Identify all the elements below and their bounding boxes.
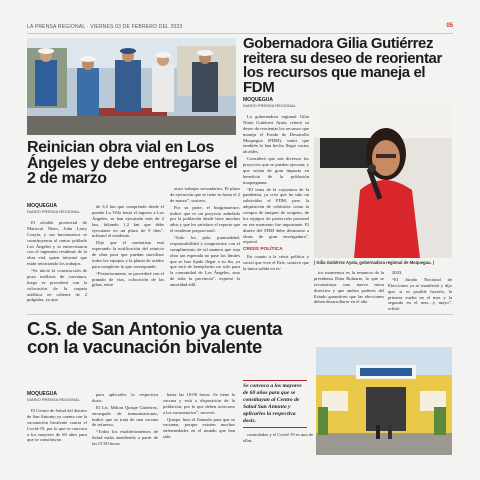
story1-byline-source: DIARIO PRENSA REGIONAL: [27, 208, 80, 214]
governor-photo: [314, 98, 452, 258]
header-dateline: LA PRENSA REGIONAL · VIERNES 03 DE FEBRERO DEL 2023: [27, 24, 183, 30]
story3-column-1: [27, 408, 87, 458]
story1-headline: Reinician obra vial en Los Ángeles y debe entregarse el 2 de marzo: [27, 139, 238, 188]
paragraph: 2023.: [392, 270, 403, 275]
paragraph: La gobernadora regional Gilia Ninfa Gutiérrez Ayala, reiteró su deseo de reorientar los recursos que maneja el Fondo de Desarrollo Moquegua (FDM), sentir que también lo han hecho llegar varios alcaldes.: [243, 114, 309, 155]
paragraph: otros trabajos secundarios. El plazo de ejecución que se tiene es hasta el 2 de marzo”, sostuvo.: [170, 186, 240, 203]
story1-byline: [27, 204, 87, 214]
story3-byline-place: MOQUEGUA: [27, 391, 57, 397]
quote-text: Se convoca a los mayores de 60 años para que se constituyan al Centro de Salud San Antonio y aplicarles la respectiva dosis.: [243, 383, 302, 424]
paragraph: controladas y el Covid-19 es una de ellas.: [243, 432, 313, 443]
story2-column-3: [388, 270, 452, 312]
story2-byline-place: MOQUEGUA: [243, 97, 273, 103]
paragraph: tos momentos es la renuncia de la presidenta Dina Boluarte, lo que se reconstituya una nueva mesa directiva y que ambos poderes del Estado garanticen que las elecciones deben desarrollarse en el año: [314, 270, 384, 305]
story1-column-1: [27, 220, 87, 310]
paragraph: En cuanto a la crisis política y social que vive el País, sostuvo que la única salida en es-: [243, 254, 309, 272]
story2-column-1: [243, 114, 309, 310]
story3-byline: [27, 392, 87, 402]
story1-byline-place: MOQUEGUA: [27, 203, 57, 209]
paragraph: “El tema de la coyuntura de la pandemia, ya creo que ha sido un salvavidas el FDM, pero la adquisición de vehículos como la compra de tanques de oxigeno, de los equipos de protección personal en ese momento fue importante. El dinero del FDM debe destinarse a obras de gran envergadura”, expresó.: [243, 186, 309, 245]
paragraph: de 3,5 km que comprende desde el puente La Villa hasta el ingreso a Los Ángeles, se han ejecutado más de 2 km, faltando 1,2 km que debe ejecutarse en un plazo de 9 días”, informó el residente.: [92, 204, 164, 239]
paragraph: “Solo les pido puntualidad, responsabilidad y compromiso con el cumplimiento de tal manera que esta obra tan esperada no pase los límites que se han fijado llegar a su fin, ya que será de beneplacito no solo para la comunidad de Los Ángeles, sino de toda la provincia”, expresó la autoridad edil.: [170, 235, 240, 287]
paragraph: Quispe, hizo el llamado para que se vacunen, porque existen muchos enfermedades en el mundo que han sido: [163, 416, 235, 440]
quote-rule: [243, 427, 307, 428]
page-number: 05: [446, 23, 453, 29]
story2-subhead: CRISIS POLÍTICA: [243, 247, 283, 253]
paragraph: Dijo que el contratista está esperando la notificación del reinicio de obra para que puedan movilizar todos los equipos y la planta de asfalto para completar lo que corresponde.: [92, 240, 164, 269]
paragraph: El alcalde provincial de Mariscal Nieto, John Larry Coayla, y sus funcionarios se constituyeron al centro poblado Los Ángeles y se entrevistaron con el ingeniero residente de la obra vial, quien informó que están reiniciando los trabajos.: [27, 220, 87, 267]
story3-byline-source: DIARIO PRENSA REGIONAL: [27, 396, 80, 402]
paragraph: “El Jurado Nacional de Elecciones ya se manifestó y dijo que, si es posible hacerlo, la primera vuelta en el mes y la segunda en el mes…y mayo”, refirió.: [388, 276, 452, 312]
story3-column-3: [163, 392, 235, 458]
paragraph: “Todos los establecimientos de Salud están atendiendo a partir de las 07:00 horas: [92, 429, 158, 446]
paragraph: Consideró que son diversos los proyectos que se pueden ejecutar, y que serían de gran impacto en beneficio de la población moqueguana.: [243, 156, 309, 185]
story3-column-4: [243, 432, 313, 456]
story2-headline: Gobernadora Gilia Gutiérrez reitera su deseo de reorientar los recursos que maneja el FDM: [243, 35, 442, 97]
paragraph: para aplicarles la respectiva dosis.: [92, 392, 158, 403]
section-divider: [27, 314, 453, 315]
paragraph: hasta las 19:00 horas. Se tiene la vacuna y está a disposición de la población, por lo que deben acercarse a los vacunatorios”, aseveró.: [163, 392, 235, 415]
health-center-photo: [316, 347, 452, 455]
story2-byline: [243, 98, 313, 108]
story1-column-3: [170, 186, 240, 310]
paragraph: “Posteriormente, se procederá con el pintado de vías, colocación de las gibas, entre: [92, 270, 164, 288]
story2-column-2: [314, 270, 384, 312]
paragraph: “Se inició la construcción de pozo mellizos de curvatura, luego se procederá con la colocación de la carpeta asfáltica en caliente de 2 pulgadas, ya que: [27, 268, 87, 303]
story3-headline: C.S. de San Antonio ya cuenta con la vacunación bivalente: [27, 318, 282, 358]
governor-photo-caption: | Gilia Gutiérrez Ayala, gobernadora regional de Moquegua. |: [314, 260, 435, 265]
paragraph: Por su parte, el burgomaestre, indicó que es un proyecto anhelado por la población desde hace muchos años y que les satisface el reporte que el residente proporcionó.: [170, 204, 240, 234]
paragraph: El Centro de Salud del distrito de San Antonio ya cuenta con la vacunación bivalente contra el Covid-19, por lo que se convoca a los mayores de 60 años para que se constituyan: [27, 408, 87, 443]
page-header: [27, 24, 453, 34]
officials-photo: [27, 38, 236, 135]
story3-pull-quote: [243, 378, 307, 430]
quote-rule: [243, 380, 307, 381]
paragraph: El Lic. Milton Quispe Gutiérrez, encargado de inmunizaciones, indicó que se trata de una vacuna de refuerzo.: [92, 404, 158, 428]
story1-column-2: [92, 204, 164, 310]
story2-byline-source: DIARIO PRENSA REGIONAL: [243, 102, 296, 108]
story3-column-2: [92, 392, 158, 458]
